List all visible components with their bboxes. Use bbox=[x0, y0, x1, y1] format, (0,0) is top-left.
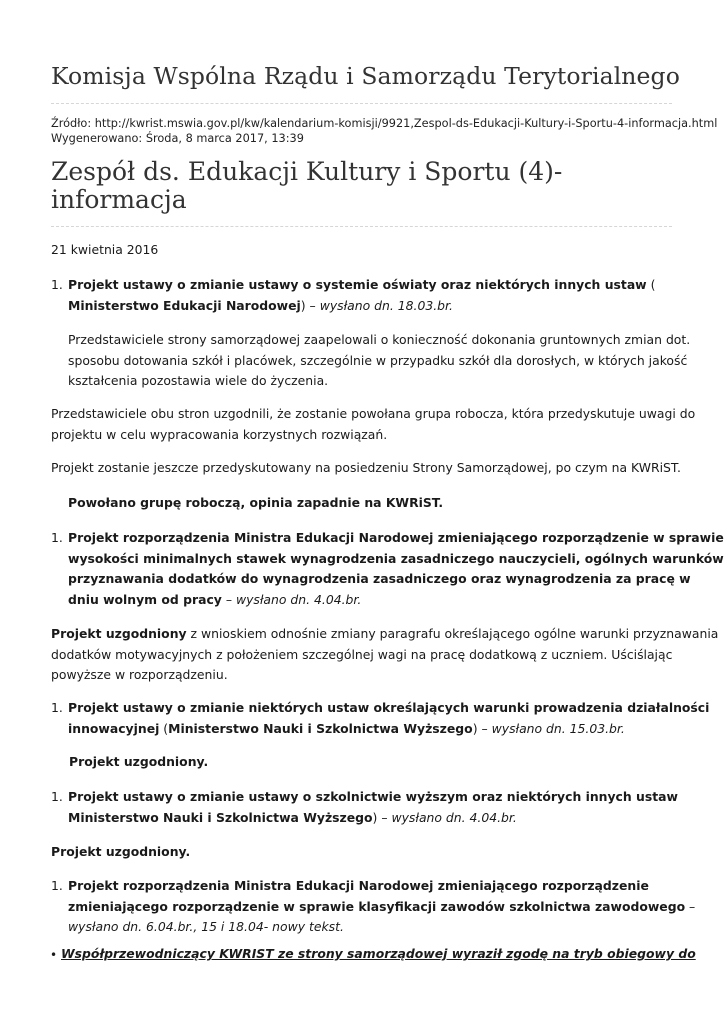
list-item bbox=[68, 275, 678, 316]
item-date: wysłano dn. 18.03.br. bbox=[319, 297, 453, 313]
list-item bbox=[68, 698, 709, 739]
item-bold-text: zmieniającego rozporządzenie w sprawie klasyfikacji zawodów szkolnictwa zawodowego bbox=[68, 898, 686, 914]
meeting-date: 21 kwietnia 2016 bbox=[51, 242, 159, 257]
text-line: Przedstawiciele obu stron uzgodnili, że zostanie powołana grupa robocza, która przedyskutuje uwagi do bbox=[51, 406, 696, 421]
item-bold-text: Ministerstwo Nauki i Szkolnictwa Wyższego bbox=[68, 809, 373, 825]
header-divider bbox=[51, 103, 672, 104]
text-line: projektu w celu wypracowania korzystnych rozwiązań. bbox=[51, 426, 388, 442]
list-number: 1. bbox=[51, 530, 63, 545]
item-bold-text: Ministerstwo Edukacji Narodowej bbox=[68, 297, 301, 313]
conclusion-text: Projekt uzgodniony. bbox=[69, 754, 209, 769]
item-text: ) – bbox=[372, 809, 392, 825]
item-text: – bbox=[685, 898, 696, 914]
item-bold-text: przyznawania dodatków do wynagrodzenia zasadniczego oraz wynagrodzenia za pracę w bbox=[68, 571, 691, 586]
text-line: sposobu dotowania szkół i placówek, szczególnie w przypadku szkół dla dorosłych, w których jakość bbox=[68, 352, 688, 368]
conclusion bbox=[68, 493, 443, 514]
item-date: wysłano dn. 4.04.br. bbox=[391, 809, 517, 825]
text-line: z wnioskiem odnośnie zmiany paragrafu określającego ogólne warunki przyznawania bbox=[186, 626, 719, 641]
item-bold-text: Projekt rozporządzenia Ministra Edukacji Narodowej zmieniającego rozporządzenie bbox=[68, 878, 649, 893]
list-item bbox=[68, 876, 695, 938]
source-url: Źródło: http://kwrist.mswia.gov.pl/kw/kalendarium-komisji/9921,Zespol-ds-Edukacji-Kultury-i-Sportu-4-informacja.html bbox=[51, 117, 718, 130]
site-title: Komisja Wspólna Rządu i Samorządu Terytorialnego bbox=[51, 62, 680, 90]
bullet-item bbox=[61, 944, 696, 965]
paragraph-bold: Projekt uzgodniony bbox=[51, 626, 187, 641]
item-text: ) – bbox=[300, 297, 320, 313]
item-text: ) – bbox=[472, 720, 492, 736]
generated-date: Wygenerowano: Środa, 8 marca 2017, 13:39 bbox=[51, 132, 304, 145]
paragraph bbox=[51, 624, 718, 686]
bullet-icon: • bbox=[50, 948, 58, 962]
paragraph bbox=[51, 404, 695, 445]
list-number: 1. bbox=[51, 789, 63, 804]
item-date: wysłano dn. 4.04.br. bbox=[235, 591, 362, 607]
list-number: 1. bbox=[51, 277, 63, 292]
item-text: – bbox=[221, 591, 236, 607]
text-line: dodatków motywacyjnych z położeniem szczególnej wagi na pracę dodatkową z uczniem. Uściślając bbox=[51, 646, 673, 662]
list-number: 1. bbox=[51, 878, 63, 893]
list-number: 1. bbox=[51, 700, 63, 715]
item-date: wysłano dn. 6.04.br., 15 i 18.04- nowy tekst. bbox=[68, 919, 344, 934]
article-title bbox=[51, 158, 671, 214]
article-title-line1: Zespół ds. Edukacji Kultury i Sportu (4)- bbox=[51, 157, 563, 186]
text-line: kształcenia pozostawia wiele do życzenia. bbox=[68, 373, 329, 388]
title-divider bbox=[51, 226, 672, 227]
item-bold-text: Projekt ustawy o zmianie ustawy o systemie oświaty oraz niektórych innych ustaw bbox=[68, 277, 647, 292]
paragraph bbox=[68, 330, 690, 392]
article-title-line2: informacja bbox=[51, 185, 187, 214]
conclusion bbox=[51, 842, 190, 863]
item-bold-text: Projekt rozporządzenia Ministra Edukacji Narodowej zmieniającego rozporządzenie w sprawie bbox=[68, 530, 724, 545]
text-line: Przedstawiciele strony samorządowej zaapelowali o konieczność dokonania gruntownych zmian dot. bbox=[68, 332, 691, 347]
item-date: wysłano dn. 15.03.br. bbox=[491, 720, 625, 736]
item-text: ( bbox=[159, 720, 169, 736]
conclusion-text: Powołano grupę roboczą, opinia zapadnie na KWRiST. bbox=[68, 495, 444, 510]
item-bold-text: Ministerstwo Nauki i Szkolnictwa Wyższego bbox=[168, 720, 473, 736]
text-line: powyższe w rozporządzeniu. bbox=[51, 667, 228, 682]
conclusion-text: Projekt uzgodniony. bbox=[51, 844, 191, 859]
item-bold-text: wysokości minimalnych stawek wynagrodzenia zasadniczego nauczycieli, ogólnych warunków bbox=[68, 550, 724, 566]
bullet-text: Współprzewodniczący KWRIST ze strony samorządowej wyraził zgodę na tryb obiegowy do bbox=[61, 946, 696, 961]
item-text: ( bbox=[646, 277, 656, 292]
paragraph: Projekt zostanie jeszcze przedyskutowany na posiedzeniu Strony Samorządowej, po czym na KWRiST. bbox=[51, 460, 681, 475]
item-bold-text: Projekt ustawy o zmianie niektórych ustaw określających warunki prowadzenia działalności bbox=[68, 700, 710, 715]
conclusion bbox=[69, 752, 208, 773]
list-item bbox=[68, 528, 724, 610]
item-bold-text: innowacyjnej bbox=[68, 720, 160, 736]
item-bold-text: Projekt ustawy o zmianie ustawy o szkolnictwie wyższym oraz niektórych innych ustaw bbox=[68, 789, 678, 804]
list-item bbox=[68, 787, 678, 828]
item-bold-text: dniu wolnym od pracy bbox=[68, 591, 222, 607]
